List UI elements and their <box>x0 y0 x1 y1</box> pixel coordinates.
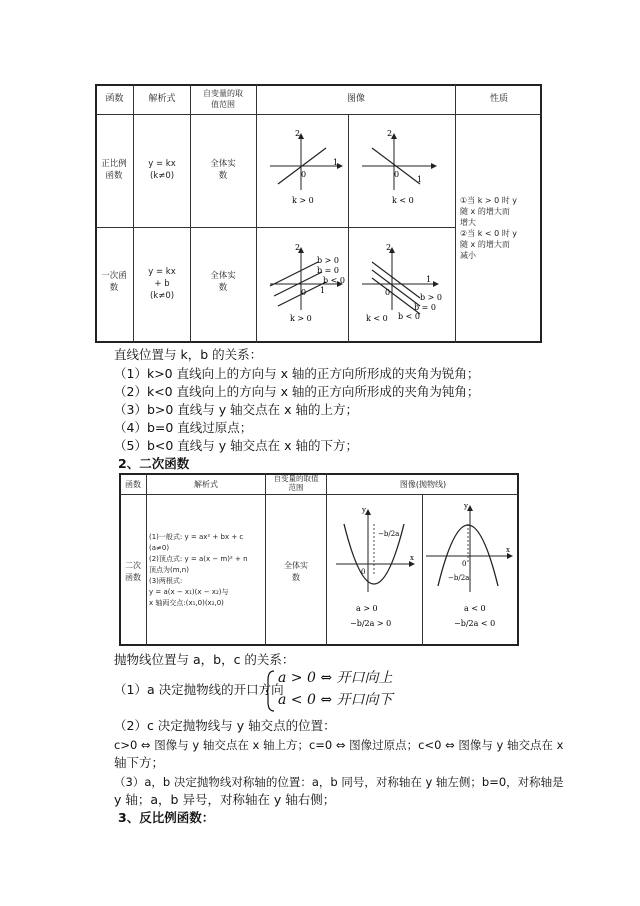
table2-header-function: 函数 <box>125 480 141 489</box>
svg-text:1: 1 <box>426 275 432 284</box>
caption-vertex-negative: −b/2a < 0 <box>454 619 496 628</box>
svg-text:x: x <box>506 546 510 554</box>
svg-text:2: 2 <box>386 243 392 252</box>
brace <box>265 670 275 712</box>
table2-header-domain: 自变量的取值范围 <box>273 474 319 492</box>
linear-item-1: （1）k>0 直线向上的方向与 x 轴的正方向所形成的夹角为锐角； <box>114 366 480 381</box>
table1-header-property: 性质 <box>489 94 508 104</box>
svg-text:y: y <box>464 502 468 510</box>
svg-text:x: x <box>410 554 414 562</box>
row2-formula-line2: + b <box>154 279 170 289</box>
table2-col-divider <box>146 473 147 646</box>
parabola-item2-detail-a: c>0 ⇔ 图像与 y 轴交点在 x 轴上方；c=0 ⇔ 图像过原点；c<0 ⇔ 图像与 y 轴交点在 x <box>114 738 564 752</box>
table1-col-divider <box>190 84 191 343</box>
graph-proportional-k-negative <box>362 129 436 205</box>
svg-text:b = 0: b = 0 <box>414 303 436 312</box>
table2-domain: 全体实数 <box>284 561 308 582</box>
svg-text:0: 0 <box>394 170 400 179</box>
graph-parabola-opens-down <box>426 502 512 628</box>
row2-formula-line1: y = kx <box>148 267 176 277</box>
table1-col-divider <box>455 84 456 343</box>
svg-text:k > 0: k > 0 <box>290 314 312 323</box>
svg-text:b < 0: b < 0 <box>398 312 420 321</box>
property-text: ①当 k > 0 时 y 随 x 的增大而 增大 ②当 k < 0 时 y 随 x 的增大而 减小 <box>460 196 518 260</box>
label-b-positive: b > 0 <box>317 256 339 265</box>
linear-item-3: （3）b>0 直线与 y 轴交点在 x 轴的上方； <box>114 402 358 417</box>
svg-text:0: 0 <box>385 288 391 297</box>
vertex-label-right: −b/2a <box>448 574 470 582</box>
row1-formula-line1: y = kx <box>148 159 176 169</box>
linear-item-5: （5）b<0 直线与 y 轴交点在 x 轴的下方； <box>114 438 358 453</box>
parabola-intro: 抛物线位置与 a，b，c 的关系： <box>114 652 295 667</box>
table1-col-divider <box>133 84 134 343</box>
parabola-item3-b: y 轴；a，b 异号，对称轴在 y 轴右侧； <box>114 792 336 807</box>
parabola-item2-detail-b: 轴下方； <box>114 755 165 770</box>
graph-proportional-k-positive <box>270 129 342 205</box>
svg-text:y: y <box>362 506 366 514</box>
svg-text:b > 0: b > 0 <box>420 293 442 302</box>
origin-label: 0 <box>301 170 307 179</box>
section2-title: 2、二次函数 <box>118 456 190 471</box>
table1-header-formula: 解析式 <box>148 94 176 104</box>
graph-parabola-opens-up <box>336 506 414 628</box>
vertex-label-left: −b/2a <box>378 530 400 538</box>
table2-header-formula: 解析式 <box>194 480 218 489</box>
case-a-positive: a > 0 ⇔ 开口向上 <box>278 670 393 686</box>
svg-text:0: 0 <box>301 288 307 297</box>
svg-text:k < 0: k < 0 <box>366 314 388 323</box>
caption-a-negative: a < 0 <box>464 604 486 613</box>
caption-vertex-positive: −b/2a > 0 <box>350 619 392 628</box>
linear-item-2: （2）k<0 直线向上的方向与 x 轴的正方向所形成的夹角为钝角； <box>114 384 480 399</box>
caption-k-positive: k > 0 <box>292 196 314 205</box>
table1-header-function: 函数 <box>105 94 124 104</box>
table1-graphs <box>256 114 455 343</box>
row2-domain: 全体实数 <box>210 271 236 293</box>
parabola-item1: （1）a 决定抛物线的开口方向 <box>114 682 284 697</box>
svg-text:0: 0 <box>361 568 366 576</box>
row2-function-name: 一次函数 <box>101 271 127 293</box>
case-a-negative: a < 0 ⇔ 开口向下 <box>278 692 393 708</box>
table2-formula: (1)一般式: y = ax² + bx + c (a≠0) (2)顶点式: y = a(x − m)² + n 顶点为(m,n) (3)两根式: y = a(x − x₁)(x − x₂)与 x 轴両交点:(x₁,0)(x₂,0) <box>149 533 248 607</box>
graph-linear-k-negative <box>362 243 442 323</box>
row1-function-name: 正比例函数 <box>101 159 127 181</box>
label-b-zero: b = 0 <box>317 266 339 275</box>
svg-text:2: 2 <box>387 129 393 138</box>
table1-header-domain: 自变量的取值范围 <box>203 89 243 109</box>
axis-x-label: 1 <box>333 158 339 167</box>
row2-formula-line3: (k≠0) <box>149 291 175 301</box>
caption-k-negative: k < 0 <box>392 196 414 205</box>
table2-header-graph: 图像(抛物线) <box>399 480 447 489</box>
label-b-negative: b < 0 <box>323 276 345 285</box>
table2-function-name: 二次函数 <box>125 561 141 582</box>
parabola-item3-a: （3）a，b 决定抛物线对称轴的位置：a，b 同号，对称轴在 y 轴左侧；b=0，对称轴是 <box>114 775 564 789</box>
table1-header-graph: 图像 <box>346 94 365 104</box>
svg-text:2: 2 <box>295 243 301 252</box>
svg-text:1: 1 <box>417 175 423 184</box>
svg-text:1: 1 <box>320 286 326 295</box>
graph-linear-k-positive <box>270 243 345 323</box>
row1-formula-line2: (k≠0) <box>149 171 175 181</box>
parabola-item2: （2）c 决定抛物线与 y 轴交点的位置： <box>114 718 336 733</box>
table2-graphs <box>326 494 519 646</box>
table2-col-divider <box>265 473 266 646</box>
svg-text:0: 0 <box>462 560 467 568</box>
linear-item-4: （4）b=0 直线过原点； <box>114 420 253 435</box>
caption-a-positive: a > 0 <box>356 604 378 613</box>
row1-domain: 全体实数 <box>210 159 236 181</box>
section3-title: 3、反比例函数： <box>118 810 215 825</box>
axis-y-label: 2 <box>295 129 301 138</box>
linear-intro: 直线位置与 k，b 的关系： <box>114 347 263 362</box>
